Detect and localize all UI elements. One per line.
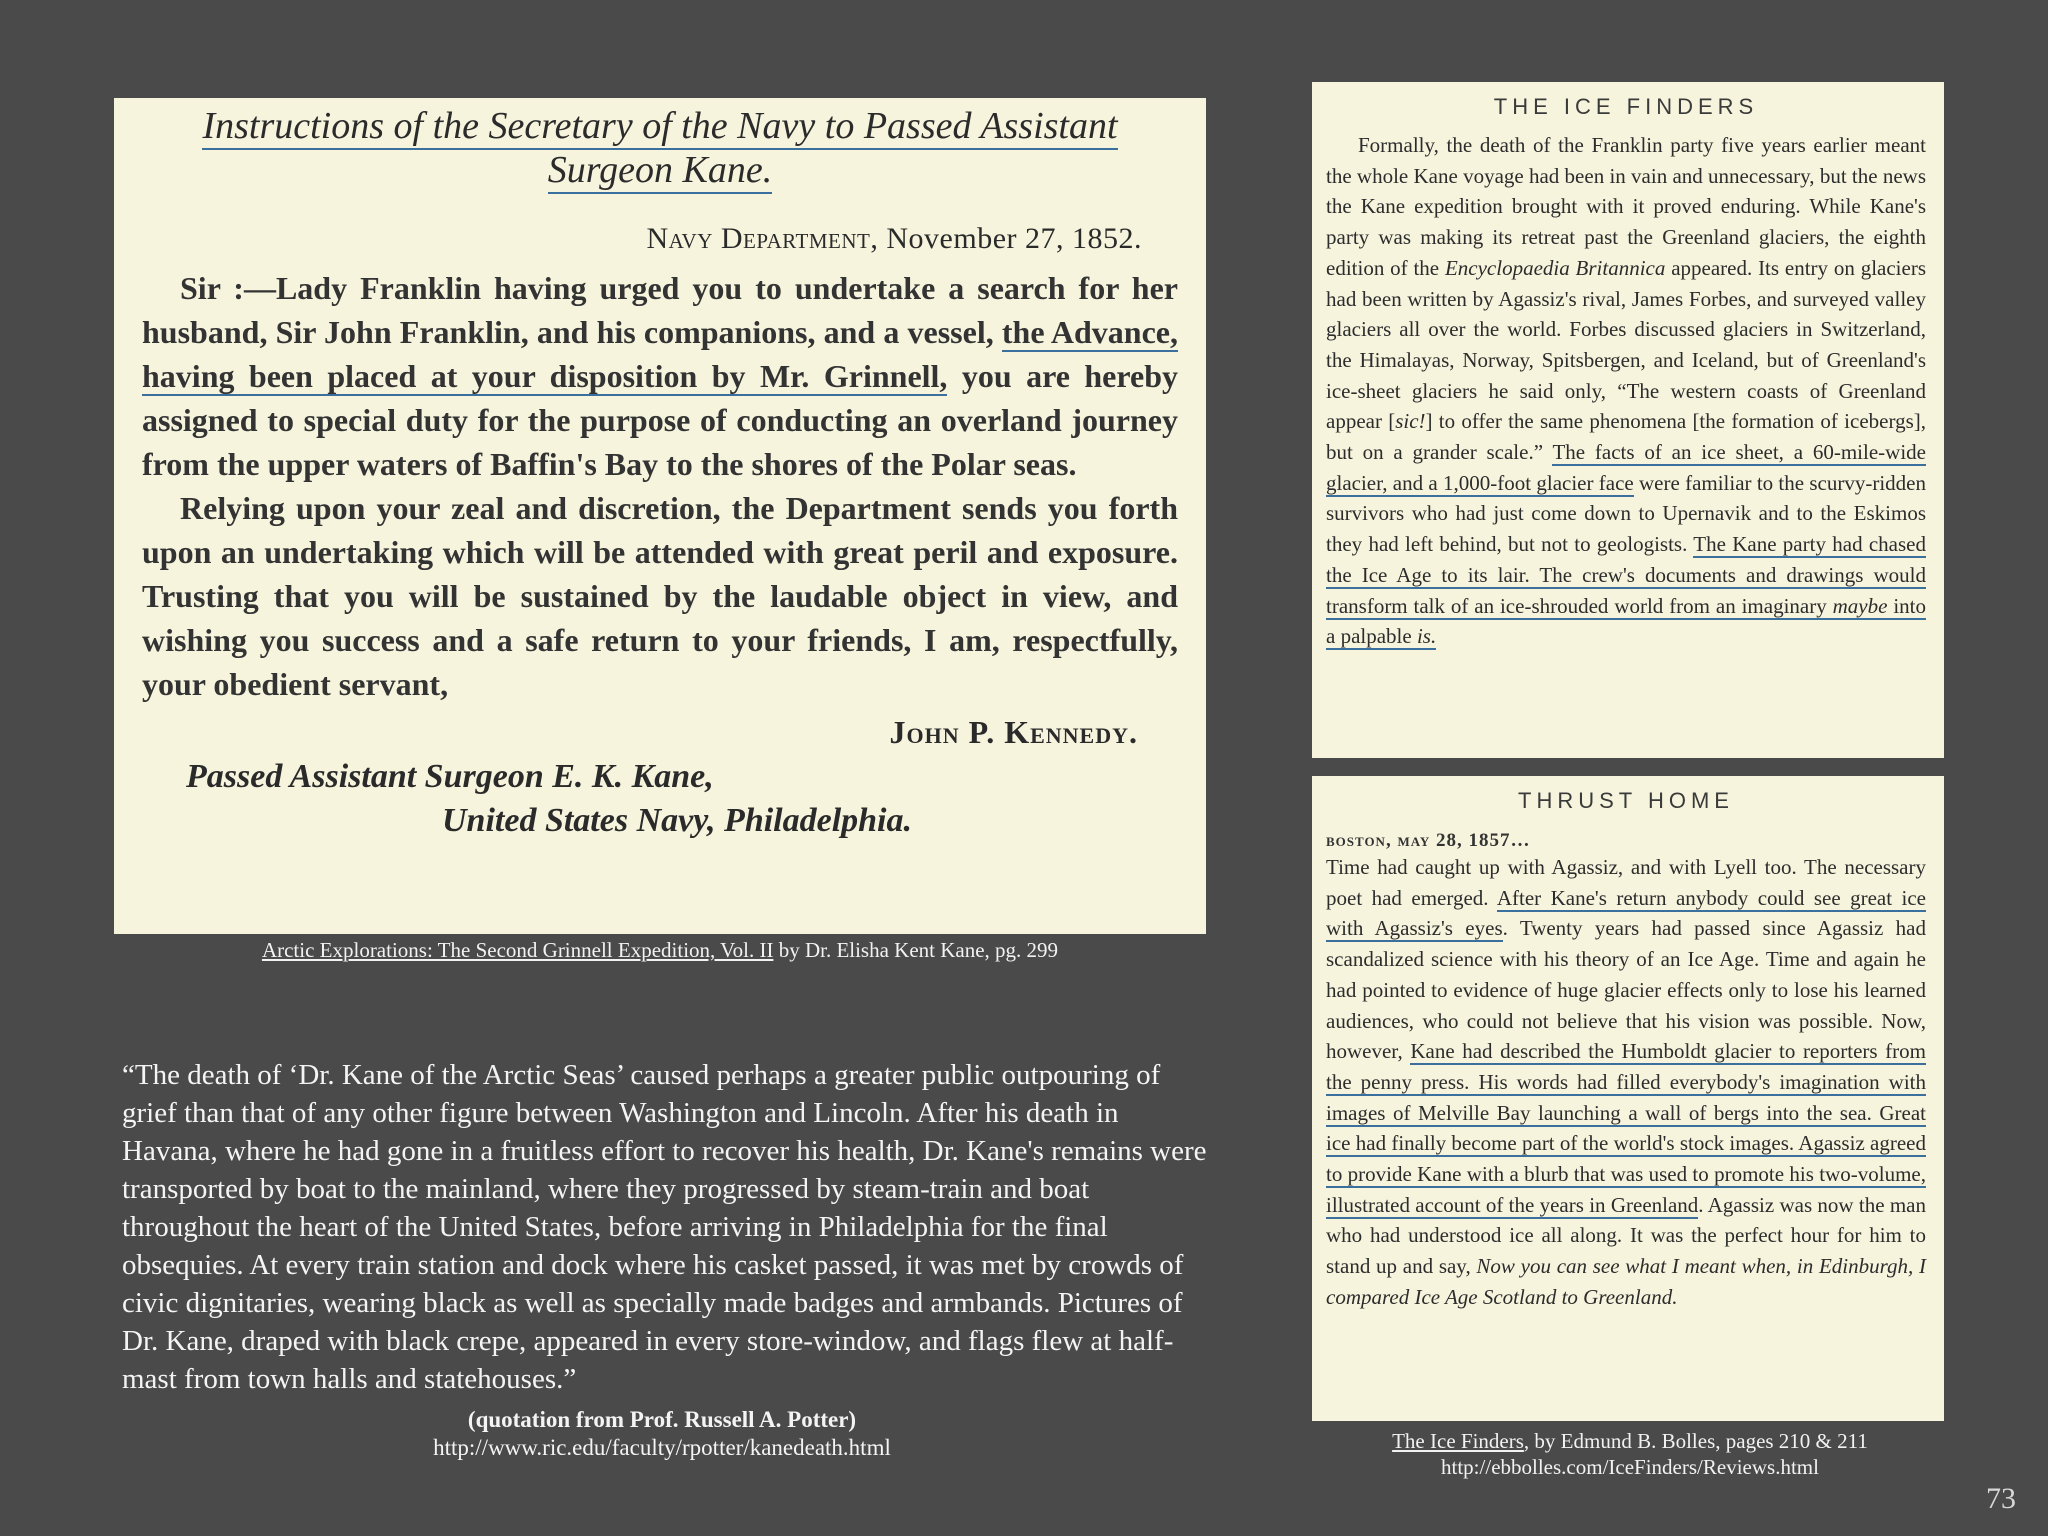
letter-title-line1: Instructions of the Secretary of the Navy to Passed Assistant (202, 105, 1117, 150)
book1-text-b: appeared. Its entry on glaciers had been written by Agassiz's rival, James Forbes, and surveyed valley glaciers all over the world. Forbes discussed glaciers in Switzerland, the Himalayas, Norway, Spitsbergen, and Iceland, but of Greenland's ice-sheet glaciers he said only, “The western coasts of Greenland appear [ (1326, 255, 1926, 434)
book2-header: THRUST HOME (1518, 788, 1734, 813)
letter-paragraph-1 (142, 266, 1178, 486)
letter-para1-a: Sir :—Lady Franklin having urged you to undertake a search for her husband, Sir John Franklin, and his companions, and a vessel, (142, 270, 1178, 350)
letter-source-link[interactable]: Arctic Explorations: The Second Grinnell Expedition, Vol. II (261, 938, 774, 962)
book2-underlined-1: After Kane's return anybody could see great ice with Agassiz's eyes (1326, 885, 1927, 941)
book-caption-rest: , by Edmund B. Bolles, pages 210 & 211 (1523, 1429, 1868, 1453)
letter-address-line1: Passed Assistant Surgeon E. K. Kane, (186, 758, 714, 795)
book-source-link[interactable]: The Ice Finders (1392, 1429, 1524, 1453)
letter-address-line2: United States Navy, Philadelphia. (442, 802, 913, 839)
letter-para1-underlined: the Advance, having been placed at your disposition by Mr. Grinnell, (142, 314, 1179, 394)
book1-text-a: Formally, the death of the Franklin party five years earlier meant the whole Kane voyage had been in vain and unnecessary, but the news the Kane expedition brought with it proved enduring. While Kane's party was making its retreat past the Greenland glaciers, the eighth edition of the (1326, 133, 1926, 280)
book1-header: THE ICE FINDERS (1493, 94, 1759, 119)
book2-text (1326, 852, 1926, 1313)
book-page-2-image (1312, 776, 1944, 1421)
book1-text-c: ] to offer the same phenomena [the formation of icebergs], but on a grander scale.” (1326, 409, 1926, 465)
letter-caption-rest: by Dr. Elisha Kent Kane, pg. 299 (773, 938, 1059, 962)
letter-scan-image (114, 98, 1206, 934)
book-page-1-image (1312, 82, 1944, 758)
page-number: 73 (1986, 1482, 2016, 1515)
letter-title (142, 104, 1178, 192)
letter-date-text: November 27, 1852. (878, 222, 1142, 255)
book2-underlined-2: Kane had described the Humboldt glacier to reporters from the penny press. His words had filled everybody's imagination with images of Melville Bay launching a wall of bergs into the sea. Great ice had finally become part of the world's stock images. Agassiz agreed to provide Kane with a blurb that was used to promote his two-volume, illustrated account of the years in Greenland (1326, 1039, 1926, 1217)
book2-text-c: . Agassiz was now the man who had understood ice all along. It was the perfect hour for him to stand up and say, (1326, 1192, 1926, 1279)
letter-date (142, 222, 1178, 256)
book1-text-sic: sic! (1395, 409, 1426, 434)
book1-is: is. (1416, 624, 1437, 649)
book1-text-d: were familiar to the scurvy-ridden survivors who had just come down to Upernavik and to the Eskimos they had left behind, but not to geologists. (1326, 470, 1926, 557)
letter-title-line2: Surgeon Kane. (548, 149, 772, 194)
quote-url[interactable]: http://www.ric.edu/faculty/rpotter/kanedeath.html (433, 1435, 891, 1460)
letter-dept: Navy Department, (646, 222, 879, 255)
book1-text-italic: Encyclopaedia Britannica (1444, 255, 1666, 280)
letter-caption (114, 937, 1206, 963)
quote-text: “The death of ‘Dr. Kane of the Arctic Seas’ caused perhaps a greater public outpouring of grief than that of any other figure between Washington and Lincoln. After his death in Havana, where he had gone in a fruitless effort to recover his health, Dr. Kane's remains were transported by boat to the mainland, where they progressed by steam-train and boat throughout the heart of the United States, before arriving in Philadelphia for the final obsequies. At every train station and dock where his casket passed, it was met by crowds of civic dignitaries, wearing black as well as specially made badges and armbands. Pictures of Dr. Kane, draped with black crepe, appeared in every store-window, and flags flew at half-mast from town halls and statehouses.” (122, 1059, 1207, 1395)
book1-underlined-2-text: The Kane party had chased the Ice Age to its lair. The crew's documents and drawings would transform talk of an ice-shrouded world from an imaginary (1326, 532, 1926, 618)
book1-maybe: maybe (1832, 593, 1888, 618)
book-url[interactable]: http://ebbolles.com/IceFinders/Reviews.html (1441, 1455, 1819, 1479)
book-caption (1300, 1428, 1960, 1480)
book1-text (1326, 130, 1926, 652)
quote-attribution (122, 1406, 1202, 1462)
book2-text-italic: Now you can see what I meant when, in Edinburgh, I compared Ice Age Scotland to Greenland. (1326, 1254, 1926, 1309)
book2-text-a: Time had caught up with Agassiz, and with Lyell too. The necessary poet had emerged. (1326, 855, 1926, 910)
letter-paragraph-2: Relying upon your zeal and discretion, the Department sends you forth upon an undertaking which will be attended with great peril and exposure. Trusting that you will be sustained by the laudable object in view, and wishing you success and a safe return to your friends, I am, respectfully, your obedient servant, (142, 490, 1178, 702)
book1-underlined-1: The facts of an ice sheet, a 60-mile-wide glacier, and a 1,000-foot glacier face (1326, 440, 1926, 495)
quote-attribution-name: (quotation from Prof. Russell A. Potter) (467, 1407, 857, 1432)
letter-signature: John P. Kennedy. (889, 714, 1138, 750)
book2-dateline: boston, may 28, 1857… (1326, 830, 1531, 851)
letter-para1-b: you are hereby assigned to special duty for the purpose of conducting an overland journey from the upper waters of Baffin's Bay to the shores of the Polar seas. (142, 358, 1179, 482)
book2-text-b: . Twenty years had passed since Agassiz had scandalized science with his theory of an Ice Age. Time and again he had pointed to evidence of huge glacier effects only to lose his learned audiences, who could not believe that his vision was possible. Now, however, (1326, 916, 1926, 1064)
letter-address (142, 755, 1178, 843)
book1-underlined-2-end: into a palpable (1326, 593, 1926, 649)
